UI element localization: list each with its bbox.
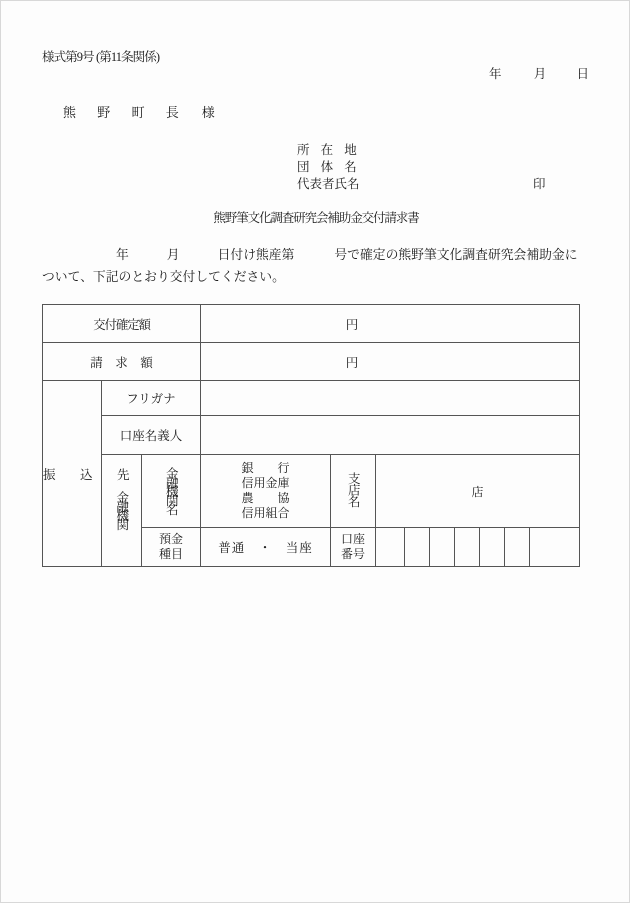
sender-representative-row xyxy=(297,176,546,193)
transfer-destination-label: 振 込 先 xyxy=(43,381,102,567)
branch-label: 支店名 xyxy=(346,471,361,507)
claim-amount-unit: 円 xyxy=(345,355,359,370)
account-digit-1[interactable] xyxy=(376,528,405,567)
table-row-account-holder xyxy=(43,416,580,455)
addressee-name: 熊 野 町 長 xyxy=(63,105,188,120)
institution-type-options[interactable] xyxy=(201,455,331,528)
form-number: 様式第9号 (第11条関係) xyxy=(42,50,160,64)
deposit-type-label-cell xyxy=(142,528,201,567)
confirmed-amount-label: 交付確定額 xyxy=(43,305,201,343)
institution-name-label-cell xyxy=(142,455,201,528)
deposit-type-options[interactable]: 普通 ・ 当座 xyxy=(201,528,331,567)
account-digit-6[interactable] xyxy=(505,528,530,567)
account-number-label-cell xyxy=(331,528,376,567)
table-row-claim-amount xyxy=(43,343,580,381)
addressee xyxy=(63,102,215,121)
document-title: 熊野筆文化調査研究会補助金交付請求書 xyxy=(213,211,419,225)
account-digit-7[interactable] xyxy=(530,528,580,567)
institution-type-shinkin[interactable]: 信用金庫 xyxy=(241,476,290,490)
claim-amount-value-cell[interactable] xyxy=(201,343,580,381)
addressee-honorific: 様 xyxy=(201,105,215,120)
body-month: 月 xyxy=(166,248,180,262)
institution-name-label: 金融機関名 xyxy=(164,466,179,512)
body-paragraph xyxy=(42,244,590,288)
body-text-after-day: 日付け熊産第 xyxy=(217,248,295,262)
account-holder-value-cell[interactable] xyxy=(201,416,580,455)
form-table xyxy=(42,304,580,567)
institution-type-credit-union[interactable]: 信用組合 xyxy=(241,506,290,520)
branch-suffix: 店 xyxy=(471,484,484,499)
table-row-institution xyxy=(43,455,580,528)
seal-mark-icon: 印 xyxy=(533,177,546,191)
sender-location-row xyxy=(297,142,361,159)
furigana-label: フリガナ xyxy=(102,381,201,416)
institution-type-nokyo[interactable]: 農 協 xyxy=(241,491,290,505)
header-date-line xyxy=(1,64,589,82)
account-digit-5[interactable] xyxy=(480,528,505,567)
confirmed-amount-unit: 円 xyxy=(345,317,359,332)
header-date-year: 年 xyxy=(488,67,502,81)
deposit-type-label-line2: 種目 xyxy=(158,547,183,561)
account-digit-3[interactable] xyxy=(430,528,455,567)
body-year: 年 xyxy=(116,248,129,262)
header-date-month: 月 xyxy=(533,67,547,81)
furigana-value-cell[interactable] xyxy=(201,381,580,416)
account-number-label-line2: 番号 xyxy=(340,547,365,561)
table-row-confirmed-amount xyxy=(43,305,580,343)
sender-location-label: 所 在 地 xyxy=(297,143,361,157)
confirmed-amount-value-cell[interactable] xyxy=(201,305,580,343)
form-table-wrapper xyxy=(42,304,580,567)
account-holder-label: 口座名義人 xyxy=(102,416,201,455)
claim-amount-label: 請 求 額 xyxy=(43,343,201,381)
header-date-day: 日 xyxy=(576,67,589,81)
sender-block xyxy=(297,142,546,193)
institution-type-bank[interactable]: 銀 行 xyxy=(241,461,290,475)
sender-organization-label: 団 体 名 xyxy=(297,160,361,174)
account-digit-2[interactable] xyxy=(405,528,430,567)
institution-label: 金融機関 xyxy=(114,490,129,527)
table-row-furigana xyxy=(43,381,580,416)
branch-value-cell[interactable] xyxy=(376,455,580,528)
account-number-label-line1: 口座 xyxy=(340,532,365,546)
deposit-type-label-line1: 預金 xyxy=(158,532,183,546)
sender-representative-label: 代表者氏名 xyxy=(297,177,360,191)
account-digit-4[interactable] xyxy=(455,528,480,567)
sender-organization-row xyxy=(297,159,361,176)
branch-label-cell xyxy=(331,455,376,528)
body-text-after-number: 号で確定の熊野筆文化調査研究会補助金について、下記のとおり交付してください。 xyxy=(42,248,578,284)
